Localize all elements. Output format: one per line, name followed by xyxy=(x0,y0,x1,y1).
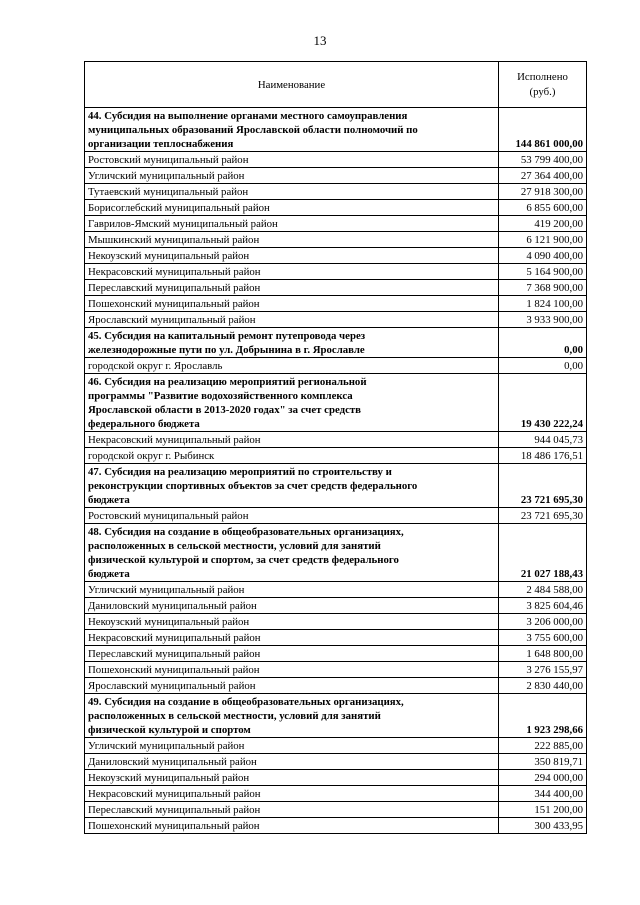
table-row xyxy=(85,312,587,328)
section-row xyxy=(85,694,587,738)
district-name: Борисоглебский муниципальный район xyxy=(85,200,499,216)
district-amount: 18 486 176,51 xyxy=(499,448,587,464)
section-title-line: 45. Субсидия на капитальный ремонт путепровода через xyxy=(88,330,366,342)
section-title-line: физической культурой и спортом, за счет средств федерального xyxy=(88,554,399,566)
table-row xyxy=(85,738,587,754)
district-name: Ярославский муниципальный район xyxy=(85,678,499,694)
amount-column-header-line2: (руб.) xyxy=(529,85,556,98)
section-title-line: физической культурой и спортом xyxy=(88,724,251,736)
district-name: Угличский муниципальный район xyxy=(85,168,499,184)
district-amount: 27 364 400,00 xyxy=(499,168,587,184)
table-row xyxy=(85,786,587,802)
section-title-line: 48. Субсидия на создание в общеобразовательных организациях, xyxy=(88,526,404,538)
district-amount: 3 825 604,46 xyxy=(499,598,587,614)
section-title xyxy=(85,108,499,152)
district-amount: 0,00 xyxy=(499,358,587,374)
table-row xyxy=(85,754,587,770)
section-title-line: бюджета xyxy=(88,494,130,506)
district-name: Некрасовский муниципальный район xyxy=(85,432,499,448)
section-title-line: 47. Субсидия на реализацию мероприятий по строительству и xyxy=(88,466,392,478)
section-title-line: организации теплоснабжения xyxy=(88,138,234,150)
district-amount: 53 799 400,00 xyxy=(499,152,587,168)
amount-column-header-line1: Исполнено xyxy=(517,70,568,83)
section-total: 21 027 188,43 xyxy=(499,524,587,582)
table-row xyxy=(85,818,587,834)
table-row xyxy=(85,296,587,312)
section-title xyxy=(85,694,499,738)
table-row xyxy=(85,358,587,374)
district-amount: 1 648 800,00 xyxy=(499,646,587,662)
table-row xyxy=(85,646,587,662)
district-amount: 3 755 600,00 xyxy=(499,630,587,646)
district-name: Некоузский муниципальный район xyxy=(85,770,499,786)
district-amount: 6 855 600,00 xyxy=(499,200,587,216)
section-title-line: 49. Субсидия на создание в общеобразовательных организациях, xyxy=(88,696,404,708)
district-amount: 344 400,00 xyxy=(499,786,587,802)
district-amount: 300 433,95 xyxy=(499,818,587,834)
table-row xyxy=(85,248,587,264)
section-row xyxy=(85,328,587,358)
table-row xyxy=(85,662,587,678)
section-title-line: железнодорожные пути по ул. Добрынина в г. Ярославле xyxy=(88,344,365,356)
district-amount: 4 090 400,00 xyxy=(499,248,587,264)
table-row xyxy=(85,630,587,646)
district-name: Даниловский муниципальный район xyxy=(85,598,499,614)
district-amount: 944 045,73 xyxy=(499,432,587,448)
section-title-line: федерального бюджета xyxy=(88,418,200,430)
amount-column-header xyxy=(499,62,587,108)
section-title xyxy=(85,464,499,508)
section-title-line: бюджета xyxy=(88,568,130,580)
section-title xyxy=(85,374,499,432)
district-name: Пошехонский муниципальный район xyxy=(85,662,499,678)
district-name: Ярославский муниципальный район xyxy=(85,312,499,328)
table-row xyxy=(85,614,587,630)
subsidy-table xyxy=(84,61,587,834)
district-amount: 23 721 695,30 xyxy=(499,508,587,524)
subsidy-table-body xyxy=(85,62,587,834)
section-title xyxy=(85,328,499,358)
district-name: Мышкинский муниципальный район xyxy=(85,232,499,248)
section-title-line: расположенных в сельской местности, условий для занятий xyxy=(88,710,381,722)
section-total: 23 721 695,30 xyxy=(499,464,587,508)
district-amount: 350 819,71 xyxy=(499,754,587,770)
district-name: Некрасовский муниципальный район xyxy=(85,786,499,802)
section-row xyxy=(85,464,587,508)
section-title-line: 44. Субсидия на выполнение органами местного самоуправления xyxy=(88,110,408,122)
table-row xyxy=(85,200,587,216)
district-name: Некрасовский муниципальный район xyxy=(85,264,499,280)
district-amount: 222 885,00 xyxy=(499,738,587,754)
district-amount: 294 000,00 xyxy=(499,770,587,786)
table-row xyxy=(85,448,587,464)
section-row xyxy=(85,524,587,582)
district-name: Пошехонский муниципальный район xyxy=(85,818,499,834)
district-name: Ростовский муниципальный район xyxy=(85,152,499,168)
district-amount: 151 200,00 xyxy=(499,802,587,818)
district-name: Переславский муниципальный район xyxy=(85,280,499,296)
section-total: 0,00 xyxy=(499,328,587,358)
district-name: Угличский муниципальный район xyxy=(85,738,499,754)
district-name: Пошехонский муниципальный район xyxy=(85,296,499,312)
section-row xyxy=(85,108,587,152)
district-name: Даниловский муниципальный район xyxy=(85,754,499,770)
table-row xyxy=(85,508,587,524)
table-row xyxy=(85,802,587,818)
table-row xyxy=(85,184,587,200)
district-amount: 27 918 300,00 xyxy=(499,184,587,200)
section-total: 144 861 000,00 xyxy=(499,108,587,152)
table-row xyxy=(85,598,587,614)
section-title-line: расположенных в сельской местности, условий для занятий xyxy=(88,540,381,552)
district-amount: 419 200,00 xyxy=(499,216,587,232)
table-row xyxy=(85,770,587,786)
table-row xyxy=(85,232,587,248)
table-row xyxy=(85,432,587,448)
page-number: 13 xyxy=(313,33,327,48)
district-name: Некрасовский муниципальный район xyxy=(85,630,499,646)
district-amount: 6 121 900,00 xyxy=(499,232,587,248)
district-name: Переславский муниципальный район xyxy=(85,802,499,818)
section-total: 1 923 298,66 xyxy=(499,694,587,738)
section-total: 19 430 222,24 xyxy=(499,374,587,432)
district-amount: 3 933 900,00 xyxy=(499,312,587,328)
section-title xyxy=(85,524,499,582)
table-row xyxy=(85,216,587,232)
section-title-line: программы "Развитие водохозяйственного комплекса xyxy=(88,390,353,402)
district-amount: 7 368 900,00 xyxy=(499,280,587,296)
district-name: Некоузский муниципальный район xyxy=(85,614,499,630)
table-row xyxy=(85,152,587,168)
table-header-row xyxy=(85,62,587,108)
district-amount: 2 484 588,00 xyxy=(499,582,587,598)
district-amount: 2 830 440,00 xyxy=(499,678,587,694)
district-amount: 3 276 155,97 xyxy=(499,662,587,678)
district-name: Переславский муниципальный район xyxy=(85,646,499,662)
name-column-header: Наименование xyxy=(85,62,499,108)
district-name: Ростовский муниципальный район xyxy=(85,508,499,524)
district-amount: 5 164 900,00 xyxy=(499,264,587,280)
section-title-line: муниципальных образований Ярославской области полномочий по xyxy=(88,124,418,136)
table-row xyxy=(85,168,587,184)
district-name: городской округ г. Ярославль xyxy=(85,358,499,374)
district-name: Гаврилов-Ямский муниципальный район xyxy=(85,216,499,232)
section-title-line: 46. Субсидия на реализацию мероприятий региональной xyxy=(88,376,367,388)
district-name: городской округ г. Рыбинск xyxy=(85,448,499,464)
table-row xyxy=(85,678,587,694)
district-name: Тутаевский муниципальный район xyxy=(85,184,499,200)
table-row xyxy=(85,280,587,296)
district-amount: 1 824 100,00 xyxy=(499,296,587,312)
section-title-line: реконструкции спортивных объектов за счет средств федерального xyxy=(88,480,418,492)
section-title-line: Ярославской области в 2013-2020 годах" за счет средств xyxy=(88,404,362,416)
section-row xyxy=(85,374,587,432)
district-name: Угличский муниципальный район xyxy=(85,582,499,598)
district-name: Некоузский муниципальный район xyxy=(85,248,499,264)
table-row xyxy=(85,264,587,280)
district-amount: 3 206 000,00 xyxy=(499,614,587,630)
table-row xyxy=(85,582,587,598)
